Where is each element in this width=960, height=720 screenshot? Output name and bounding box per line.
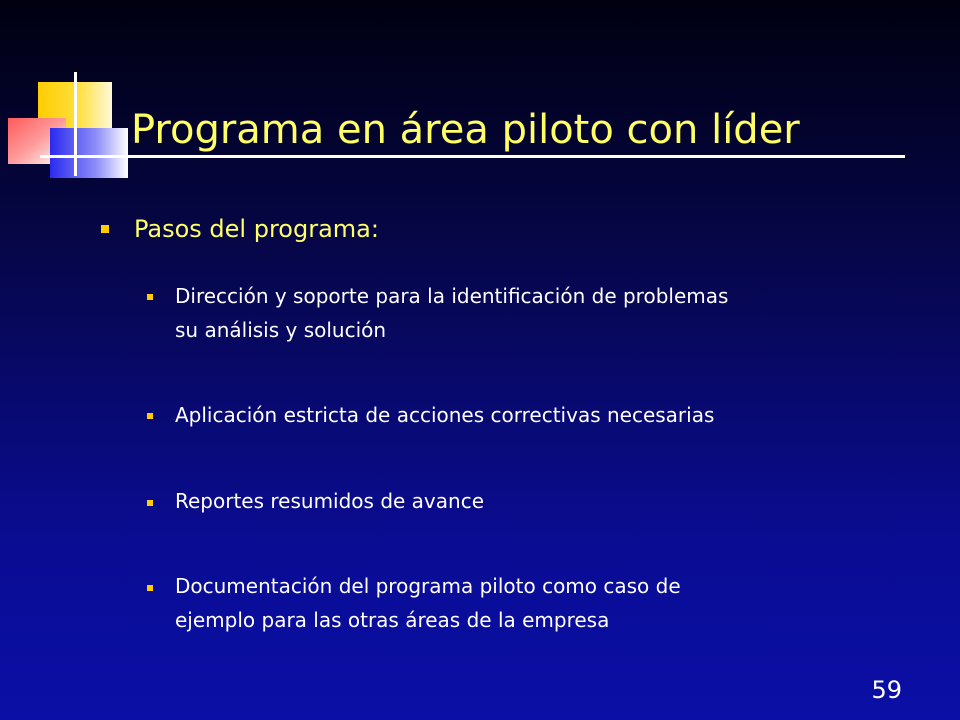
list-item-line: Reportes resumidos de avance [175, 489, 484, 513]
square-bullet-icon [147, 413, 153, 419]
list-item-line: Documentación del programa piloto como caso de [175, 574, 681, 598]
overlapping-squares-icon [0, 0, 140, 190]
list-item-line: ejemplo para las otras áreas de la empresa [175, 608, 610, 632]
page-number: 59 [871, 676, 902, 704]
slide-title: Programa en área piloto con líder [131, 107, 800, 153]
square-bullet-icon [147, 500, 153, 506]
square-bullet-icon [101, 225, 109, 233]
square-bullet-icon [147, 585, 153, 591]
square-bullet-icon [147, 294, 153, 300]
list-item-line: Dirección y soporte para la identificación de problemas [175, 284, 729, 308]
list-item-line: su análisis y solución [175, 318, 387, 342]
title-underline [40, 155, 905, 158]
list-item-line: Aplicación estricta de acciones correctivas necesarias [175, 403, 715, 427]
section-heading: Pasos del programa: [134, 215, 379, 243]
